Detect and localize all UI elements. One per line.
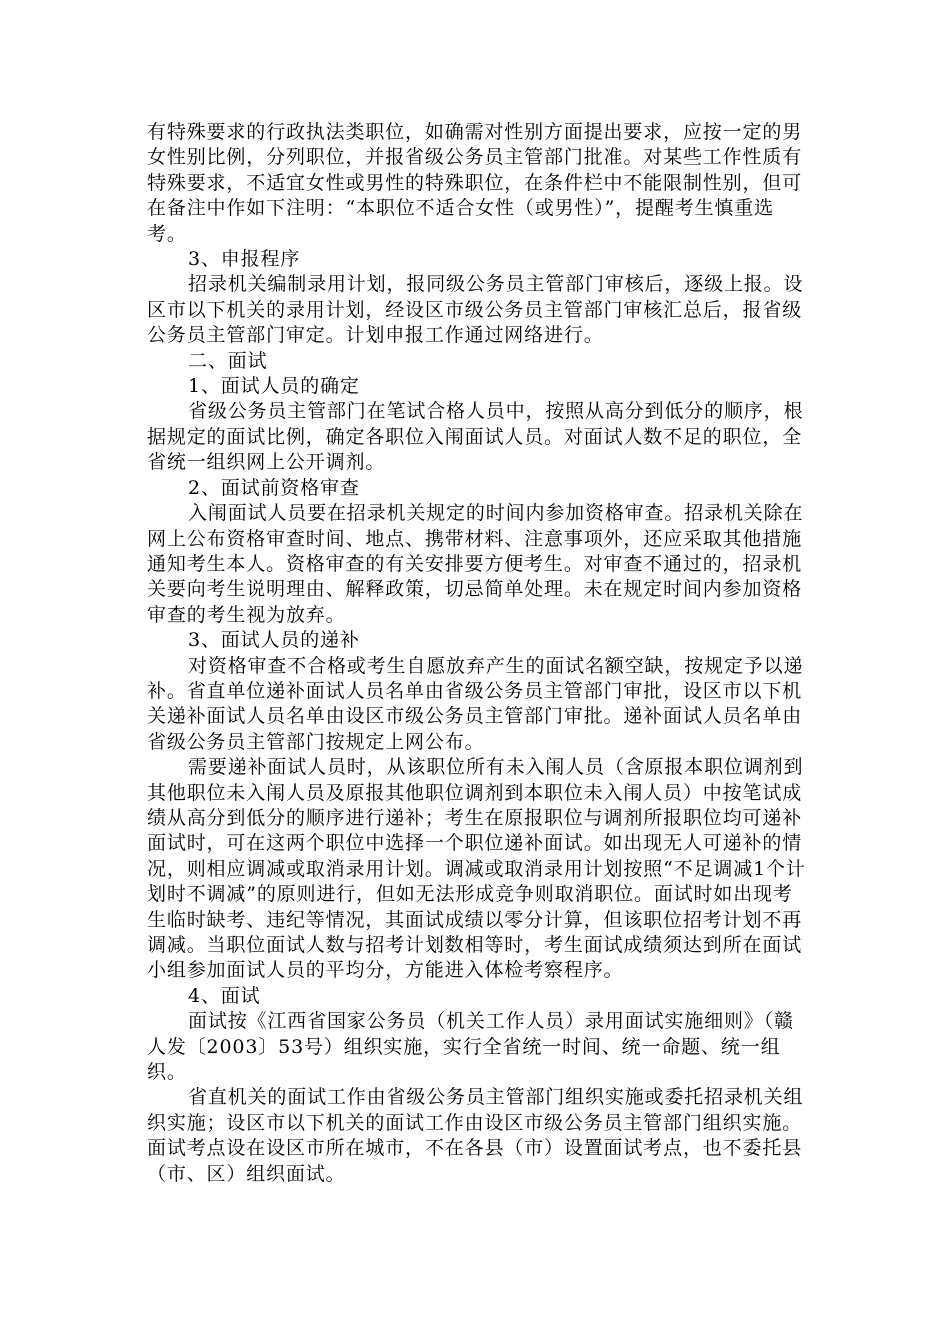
paragraph: 有特殊要求的行政执法类职位，如确需对性别方面提出要求，应按一定的男女性别比例，分列职位，并报省级公务员主管部门批准。对某些工作性质有特殊要求，不适宜女性或男性的特殊职位，在条件栏中不能限制性别，但可在备注中作如下注明：“本职位不适合女性（或男性）”，提醒考生慎重选考。 bbox=[147, 121, 803, 245]
section-heading: 3、申报程序 bbox=[188, 248, 301, 271]
paragraph: 对资格审查不合格或考生自愿放弃产生的面试名额空缺，按规定予以递补。省直单位递补面试人员名单由省级公务员主管部门审批，设区市以下机关递补面试人员名单由设区市级公务员主管部门审批。递补面试人员名单由省级公务员主管部门按规定上网公布。 bbox=[147, 654, 804, 753]
section-heading: 2、面试前资格审查 bbox=[188, 476, 360, 499]
paragraph: 入闱面试人员要在招录机关规定的时间内参加资格审查。招录机关除在网上公布资格审查时间、地点、携带材料、注意事项外，还应采取其他措施通知考生本人。资格审查的有关安排要方便考生。对审查不通过的，招录机关要向考生说明理由、解释政策，切忌简单处理。未在规定时间内参加资格审查的考生视为放弃。 bbox=[147, 502, 804, 626]
paragraph: 面试按《江西省国家公务员（机关工作人员）录用面试实施细则》（赣人发〔2003〕53号）组织实施，实行全省统一时间、统一命题、统一组织。 bbox=[147, 1010, 794, 1084]
section-heading: 1、面试人员的确定 bbox=[188, 375, 360, 398]
section-heading: 4、面试 bbox=[188, 984, 261, 1007]
paragraph: 需要递补面试人员时，从该职位所有未入闱人员（含原报本职位调剂到其他职位未入闱人员及原报其他职位调剂到本职位未入闱人员）中按笔试成绩从高分到低分的顺序进行递补；考生在原报职位与调剂所报职位均可递补面试时，可在这两个职位中选择一个职位递补面试。如出现无人可递补的情况，则相应调减或取消录用计划。调减或取消录用计划按照“不足调减1个计划时不调减”的原则进行，但如无法形成竞争则取消职位。面试时如出现考生临时缺考、违纪等情况，其面试成绩以零分计算，但该职位招考计划不再调减。当职位面试人数与招考计划数相等时，考生面试成绩须达到所在面试小组参加面试人员的平均分，方能进入体检考察程序。 bbox=[147, 756, 806, 982]
section-heading: 3、面试人员的递补 bbox=[188, 629, 360, 652]
section-heading: 二、面试 bbox=[188, 349, 268, 372]
document-body bbox=[147, 120, 811, 1187]
paragraph: 省级公务员主管部门在笔试合格人员中，按照从高分到低分的顺序，根据规定的面试比例，确定各职位入闱面试人员。对面试人数不足的职位，全省统一组织网上公开调剂。 bbox=[147, 400, 804, 474]
paragraph: 招录机关编制录用计划，报同级公务员主管部门审核后，逐级上报。设区市以下机关的录用计划，经设区市级公务员主管部门审核汇总后，报省级公务员主管部门审定。计划申报工作通过网络进行。 bbox=[147, 273, 804, 347]
paragraph: 省直机关的面试工作由省级公务员主管部门组织实施或委托招录机关组织实施；设区市以下机关的面试工作由设区市级公务员主管部门组织实施。面试考点设在设区市所在城市，不在各县（市）设置面试考点，也不委托县（市、区）组织面试。 bbox=[147, 1086, 804, 1185]
